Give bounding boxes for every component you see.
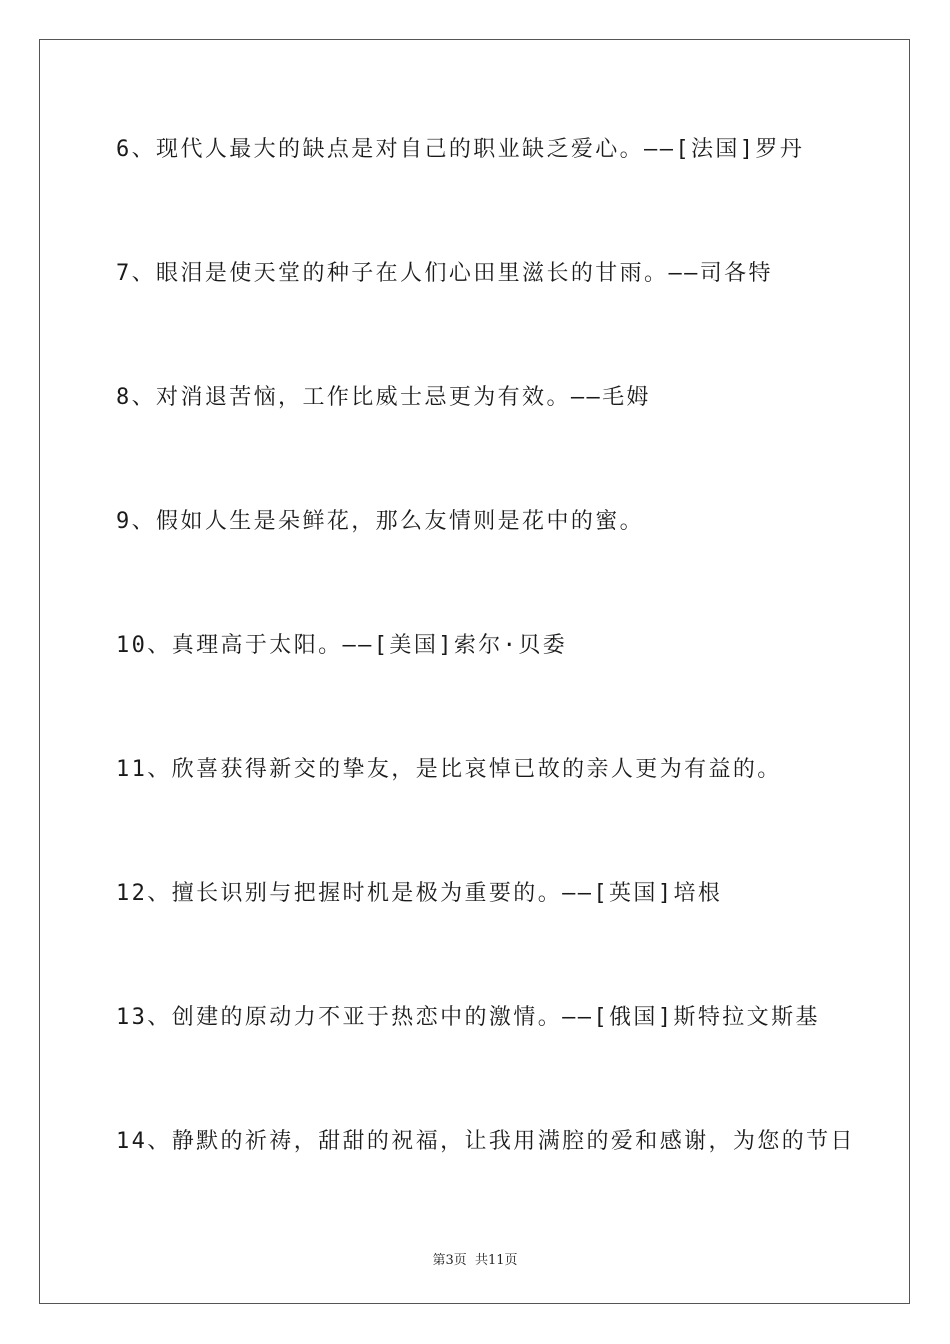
quote-line-7: 7、眼泪是使天堂的种子在人们心田里滋长的甘雨。——司各特	[116, 261, 773, 286]
quote-line-11: 11、欣喜获得新交的挚友，是比哀悼已故的亲人更为有益的。	[116, 757, 782, 782]
page-number: 第3页	[432, 1253, 467, 1268]
page-border	[39, 39, 910, 1304]
page-footer	[0, 1249, 950, 1268]
quote-line-8: 8、对消退苦恼，工作比威士忌更为有效。——毛姆	[116, 385, 651, 410]
quote-line-9: 9、假如人生是朵鲜花，那么友情则是花中的蜜。	[116, 509, 645, 534]
quote-line-10: 10、真理高于太阳。——[美国]索尔·贝委	[116, 633, 568, 658]
quote-line-6: 6、现代人最大的缺点是对自己的职业缺乏爱心。——[法国]罗丹	[116, 137, 805, 162]
quote-line-12: 12、擅长识别与把握时机是极为重要的。——[英国]培根	[116, 881, 723, 906]
quote-line-13: 13、创建的原动力不亚于热恋中的激情。——[俄国]斯特拉文斯基	[116, 1005, 820, 1030]
quote-line-14: 14、静默的祈祷，甜甜的祝福，让我用满腔的爱和感谢，为您的节日	[116, 1129, 855, 1154]
page-total: 共11页	[474, 1253, 518, 1268]
